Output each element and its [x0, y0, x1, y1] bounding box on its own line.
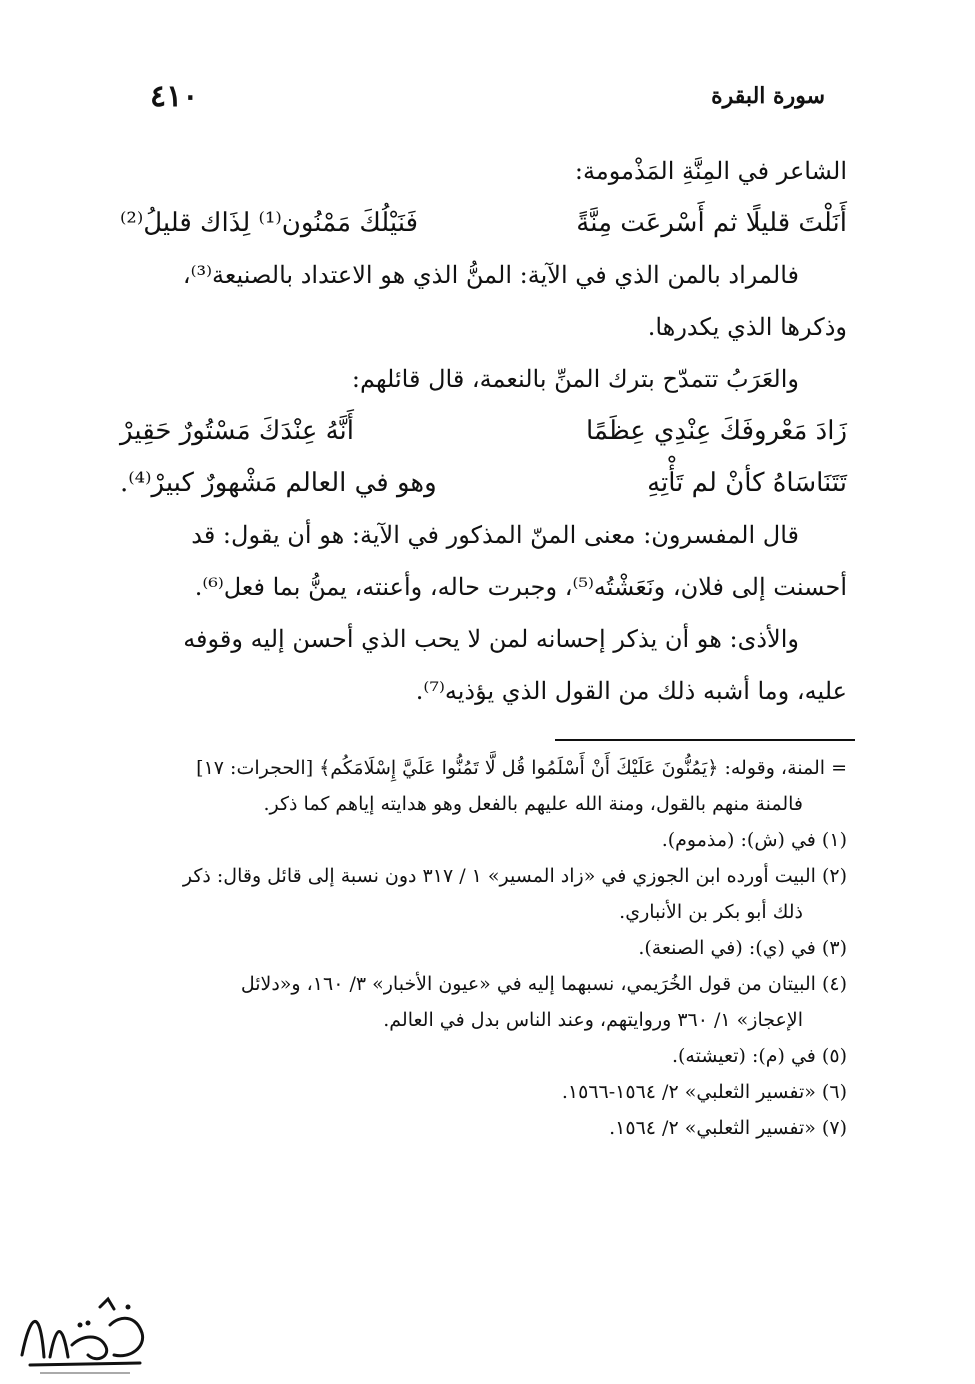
verse-first-hemistich: تَتَنَاسَاهُ كأنْ لم تَأْتِهِ	[647, 468, 847, 498]
text-line: الشاعر في المِنَّةِ المَذْمومة:	[574, 157, 847, 185]
verse-first-hemistich: أَنَلْتَ قليلًا ثم أَسْرعَت مِنَّةً	[576, 208, 847, 238]
poetry-verse	[120, 197, 847, 249]
page-number: ٤١٠	[150, 78, 199, 114]
footnote-continuation: = المنة، وقوله: ﴿يَمُنُّونَ عَلَيْكَ أَنْ أَسْلَمُوا قُل لَّا تَمُنُّوا عَلَيَّ إِسْلَامَكُم﴾ [الحجرات: ١٧]	[196, 757, 847, 779]
footnote-4: (٤) البيتان من قول الخُرَيمي، نسبهما إليه في «عيون الأخبار» ٣/ ١٦٠، و«دلائل	[240, 973, 847, 995]
footnote-4-continuation: الإعجاز» ١/ ٣٦٠ وروايتهم، وعند الناس بدل في العالم.	[383, 1009, 803, 1031]
verse-first-hemistich: زَادَ مَعْروفَكَ عِنْدِي عِظَمًا	[585, 416, 847, 446]
text-line: فالمراد بالمن الذي في الآية: المنُّ الذي هو الاعتداد بالصنيعة⁽³⁾،	[182, 261, 799, 289]
footnote-continuation-line: فالمنة منهم بالقول، ومنة الله عليهم بالفعل وهو هدايته إياهم كما ذكر.	[263, 793, 803, 815]
verse-second-hemistich: وهو في العالم مَشْهورٌ كبيرْ⁽⁴⁾.	[120, 468, 437, 498]
calligraphy-logo-icon	[10, 1285, 160, 1380]
text-line: وذكرها الذي يكدرها.	[647, 313, 847, 341]
footnote-5: (٥) في (م): (تعيشته).	[671, 1045, 847, 1067]
footnote-3: (٣) في (ي): (في الصنعة).	[638, 937, 847, 959]
footnote-7: (٧) «تفسير الثعلبي» ٢/ ١٥٦٤.	[609, 1117, 847, 1139]
page-header	[150, 76, 825, 116]
text-line: والعَرَبُ تتمدّح بترك المنِّ بالنعمة، قال قائلهم:	[351, 365, 799, 393]
surah-title: سورة البقرة	[711, 83, 825, 109]
poetry-verse	[120, 457, 847, 509]
main-text	[120, 145, 847, 717]
footnote-2-continuation: ذلك أبو بكر بن الأنباري.	[619, 901, 803, 923]
text-line: عليه، وما أشبه ذلك من القول الذي يؤذيه⁽⁷⁾.	[415, 677, 847, 705]
footnote-6: (٦) «تفسير الثعلبي» ٢/ ١٥٦٤-١٥٦٦.	[561, 1081, 847, 1103]
footnote-1: (١) في (ش): (مذموم).	[661, 829, 847, 851]
footnote-separator	[0, 739, 975, 740]
publisher-logo	[10, 1285, 160, 1380]
poetry-verse	[120, 405, 847, 457]
text-line: قال المفسرون: معنى المنّ المذكور في الآية: هو أن يقول: قد	[191, 521, 799, 549]
footnotes	[120, 750, 847, 1146]
verse-second-hemistich: أَنَّهُ عِنْدَكَ مَسْتُورٌ حَقِيرْ	[120, 416, 354, 446]
footnote-2: (٢) البيت أورده ابن الجوزي في «زاد المسير» ١ / ٣١٧ دون نسبة إلى قائل وقال: ذكر	[182, 865, 847, 887]
text-line: أحسنت إلى فلان، ونَعَشْتُه⁽⁵⁾، وجبرت حاله، وأعنته، يمنُّ بما فعل⁽⁶⁾.	[194, 573, 847, 601]
verse-second-hemistich: فَنَيْلُكَ مَمْنُون⁽¹⁾ لِذَاك قليلُ⁽²⁾	[120, 208, 418, 238]
text-line: والأذى: هو أن يذكر إحسانه لمن لا يحب الذي أحسن إليه وقوفه	[183, 625, 799, 653]
